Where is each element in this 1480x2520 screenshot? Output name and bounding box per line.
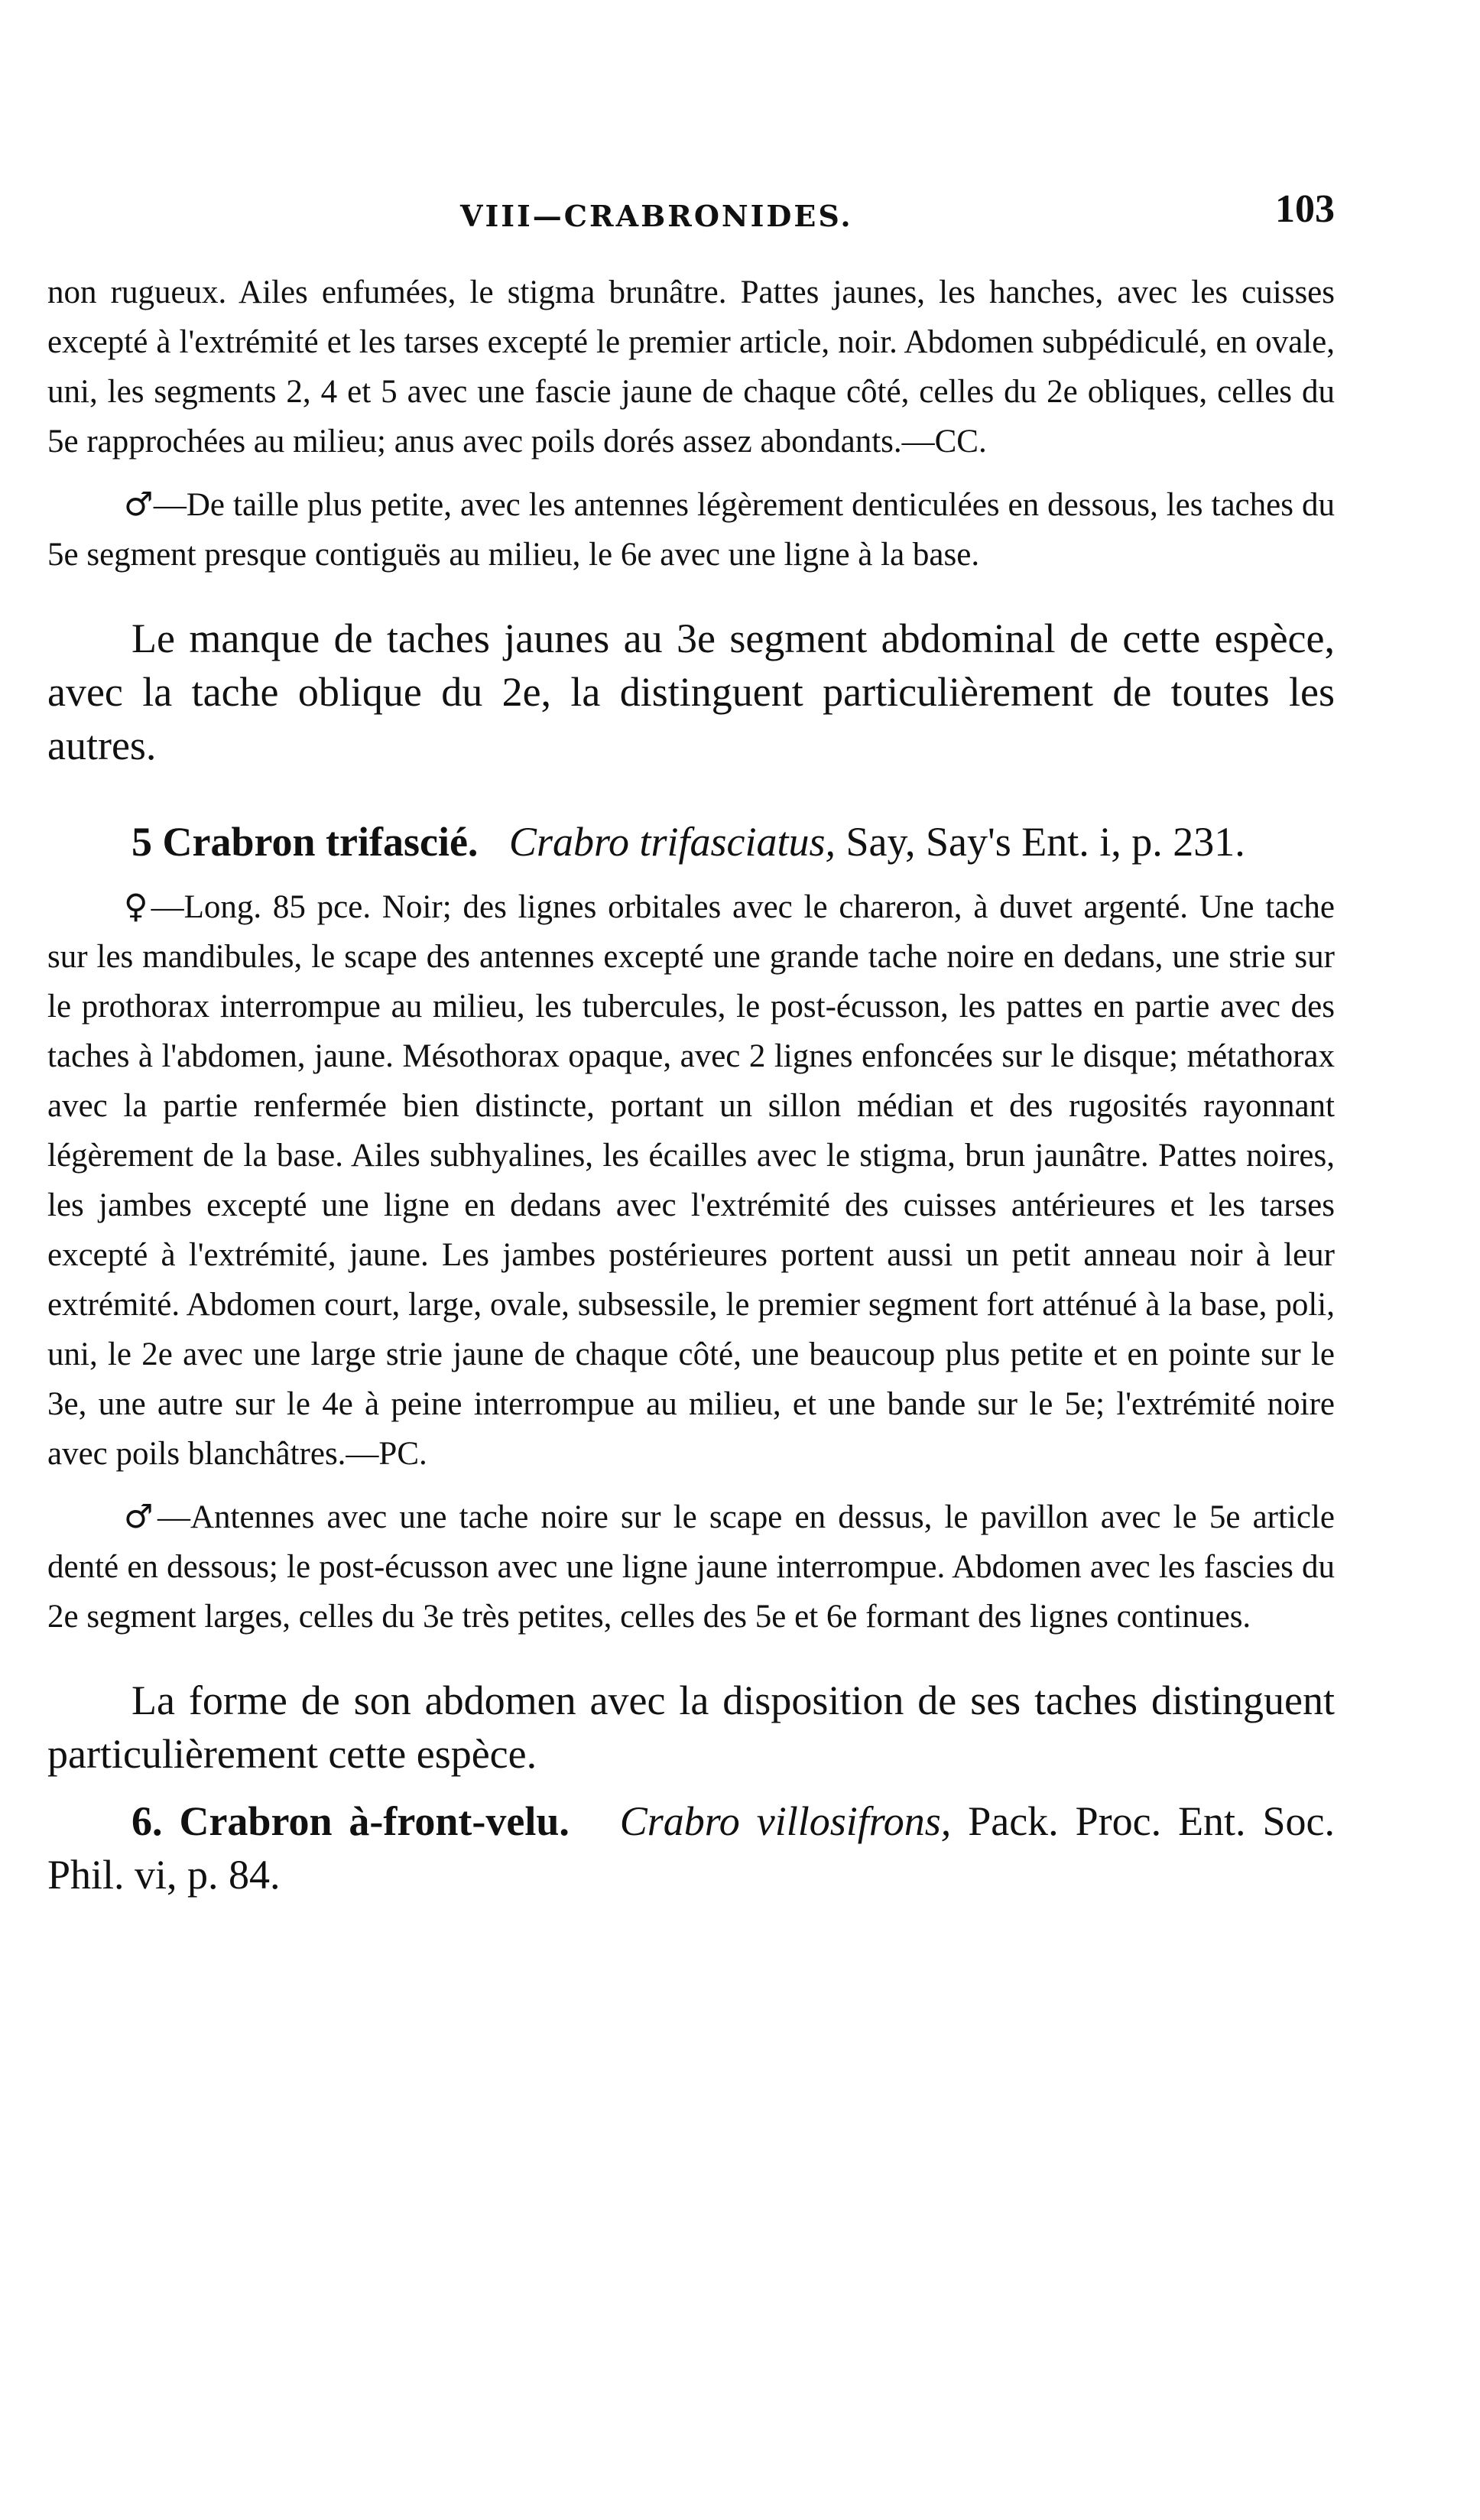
paragraph-male-text-2: —Antennes avec une tache noire sur le scape en dessus, le pavillon avec le 5e article denté en dessous; le post-écusson avec une ligne jaune interrompue. Abdomen avec les fascies du 2e segment larges, celles du 3e très petites, celles des 5e et 6e formant des lignes continues.	[47, 1499, 1335, 1635]
paragraph-female-description	[47, 882, 1335, 1479]
species-5-latin: Crabro trifasciatus,	[508, 819, 836, 865]
species-heading-5	[47, 815, 1335, 869]
species-5-name: 5 Crabron trifascié.	[131, 819, 479, 865]
page-number: 103	[1275, 187, 1335, 231]
species-6-name: 6. Crabron à-front-velu.	[131, 1798, 570, 1844]
paragraph-male-text: —De taille plus petite, avec les antennes légèrement denticulées en dessous, les taches du 5e segment presque contiguës au milieu, le 6e avec une ligne à la base.	[47, 487, 1335, 573]
female-symbol: ♀	[124, 888, 151, 926]
paragraph-abdomen-note: La forme de son abdomen avec la disposition de ses taches distinguent particulièrement cette espèce.	[47, 1677, 1335, 1777]
paragraph-distinction-note: Le manque de taches jaunes au 3e segment abdominal de cette espèce, avec la tache oblique du 2e, la distinguent particulièrement de toutes les autres.	[47, 615, 1335, 768]
male-symbol-2: ♂	[124, 1498, 157, 1536]
running-head	[47, 176, 1335, 237]
species-heading-6	[47, 1794, 1335, 1901]
paragraph-female-text: —Long. 85 pce. Noir; des lignes orbitales avec le chareron, à duvet argenté. Une tache sur les mandibules, le scape des antennes excepté une grande tache noire en dedans, une strie sur le prothorax interrompue au milieu, les tubercules, le post-écusson, les pattes en partie avec des taches à l'abdomen, jaune. Mésothorax opaque, avec 2 lignes enfoncées sur le disque; métathorax avec la partie renfermée bien distincte, portant un sillon médian et des rugosités rayonnant légèrement de la base. Ailes subhyalines, les écailles avec le stigma, brun jaunâtre. Pattes noires, les jambes excepté une ligne en dedans avec l'extrémité des cuisses antérieures et les tarses excepté à l'extrémité, jaune. Les jambes postérieures portent aussi un petit anneau noir à leur extrémité. Abdomen court, large, ovale, subsessile, le premier segment fort atténué à la base, poli, uni, le 2e avec une large strie jaune de chaque côté, une beaucoup plus petite et en pointe sur le 3e, une autre sur le 4e à peine interrompue au milieu, et une bande sur le 5e; l'extrémité noire avec poils blanchâtres.—PC.	[47, 889, 1335, 1472]
paragraph-male-description-2	[47, 1492, 1335, 1642]
male-symbol: ♂	[124, 485, 154, 524]
species-5-reference: Say, Say's Ent. i, p. 231.	[845, 819, 1245, 865]
species-6-reference: Pack. Proc. Ent. Soc. Phil. vi, p. 84.	[47, 1798, 1336, 1898]
species-6-latin: Crabro villosifrons,	[619, 1798, 952, 1844]
paragraph-male-description	[47, 480, 1335, 580]
paragraph-description-continued: non rugueux. Ailes enfumées, le stigma brunâtre. Pattes jaunes, les hanches, avec les cuisses excepté à l'extrémité et les tarses excepté le premier article, noir. Abdomen subpédiculé, en ovale, uni, les segments 2, 4 et 5 avec une fascie jaune de chaque côté, celles du 2e obliques, celles du 5e rapprochées au milieu; anus avec poils dorés assez abondants.—CC.	[47, 274, 1335, 460]
running-title: VIII—CRABRONIDES.	[460, 199, 853, 233]
